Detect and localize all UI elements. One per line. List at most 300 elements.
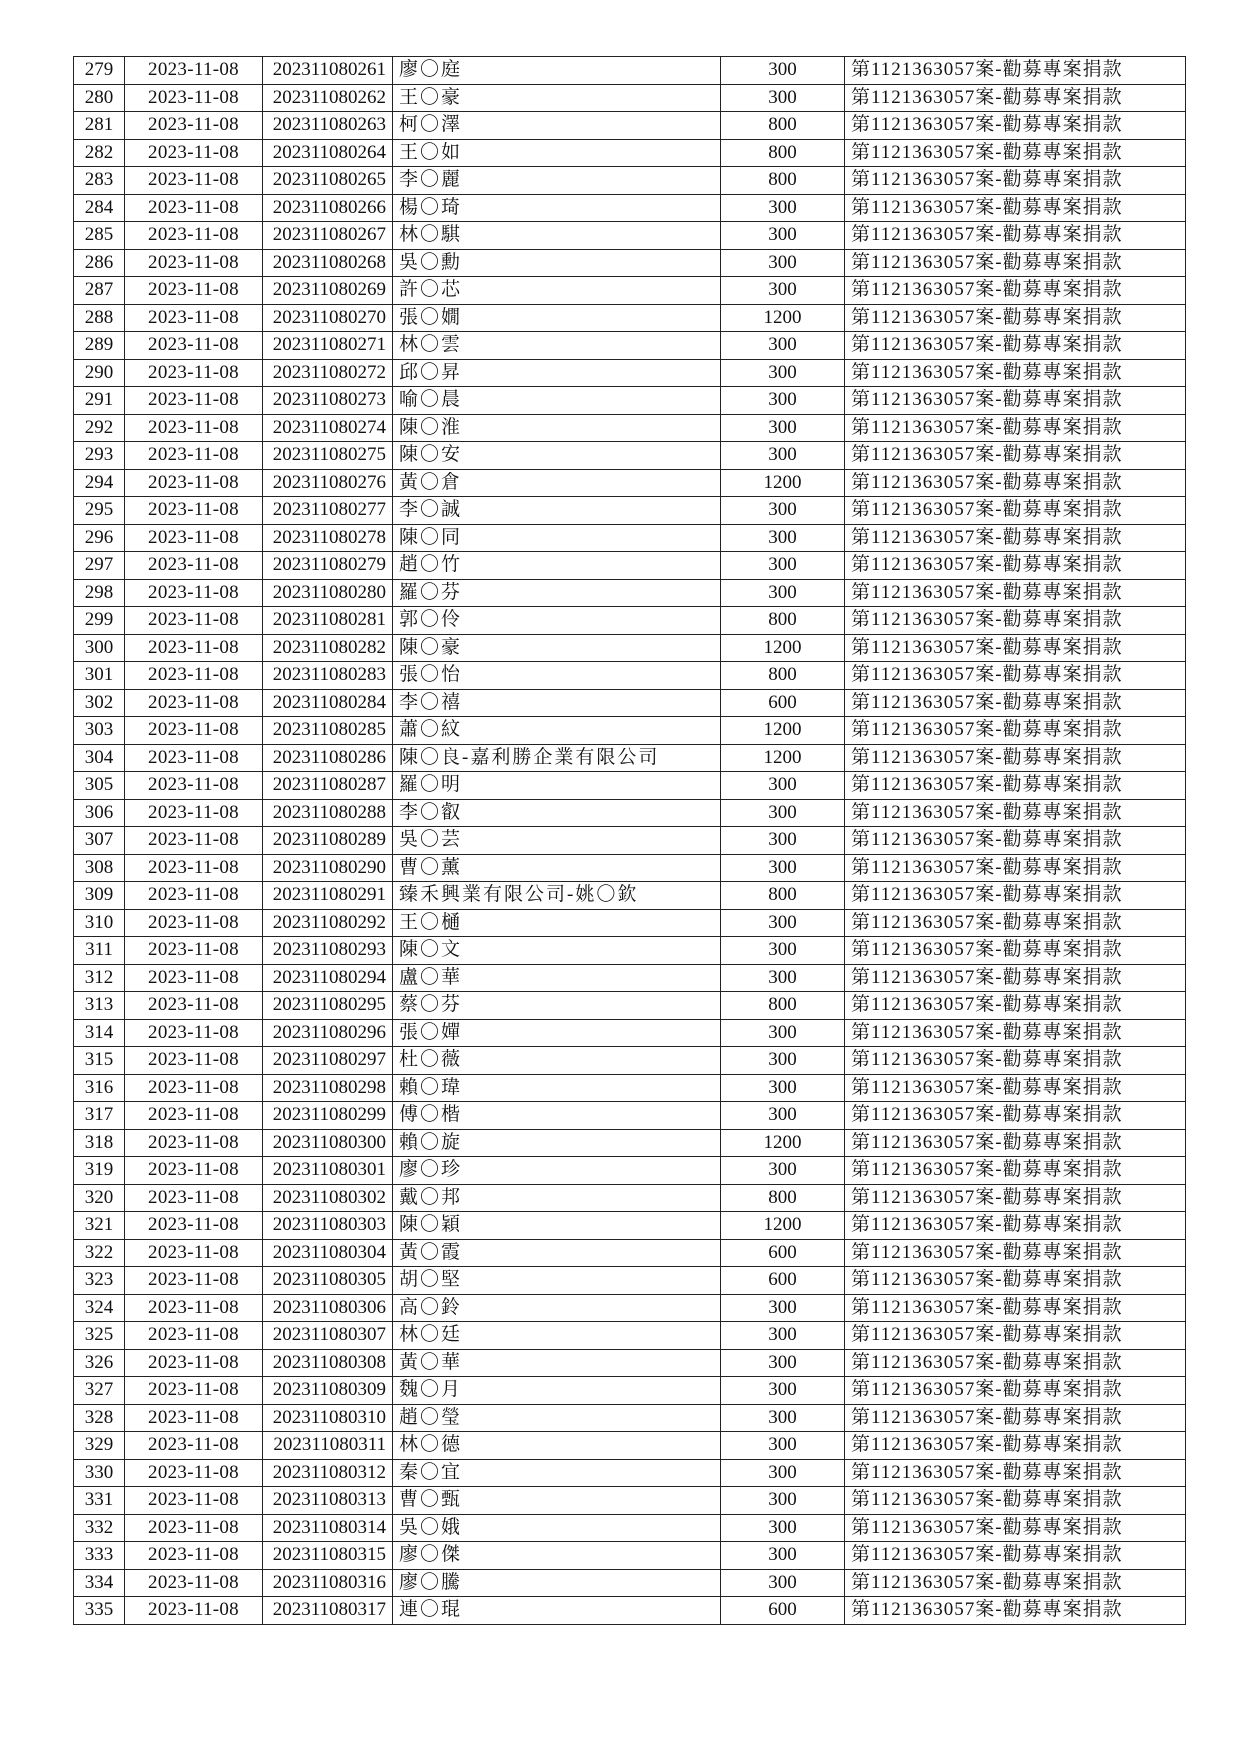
donation-note: 第1121363057案-勸募專案捐款 — [845, 359, 1186, 387]
receipt-number: 202311080310 — [263, 1404, 393, 1432]
donation-note: 第1121363057案-勸募專案捐款 — [845, 1184, 1186, 1212]
donation-note: 第1121363057案-勸募專案捐款 — [845, 524, 1186, 552]
receipt-number: 202311080313 — [263, 1487, 393, 1515]
donation-date: 2023-11-08 — [125, 937, 263, 965]
donation-note: 第1121363057案-勸募專案捐款 — [845, 882, 1186, 910]
row-number: 303 — [74, 717, 125, 745]
donation-note: 第1121363057案-勸募專案捐款 — [845, 139, 1186, 167]
donation-amount: 300 — [721, 964, 845, 992]
donor-name: 李〇麗 — [393, 167, 721, 195]
donor-name: 陳〇同 — [393, 524, 721, 552]
donation-note: 第1121363057案-勸募專案捐款 — [845, 1349, 1186, 1377]
donation-note: 第1121363057案-勸募專案捐款 — [845, 827, 1186, 855]
donation-date: 2023-11-08 — [125, 717, 263, 745]
donation-note: 第1121363057案-勸募專案捐款 — [845, 332, 1186, 360]
donation-note: 第1121363057案-勸募專案捐款 — [845, 1212, 1186, 1240]
row-number: 307 — [74, 827, 125, 855]
donation-note: 第1121363057案-勸募專案捐款 — [845, 1459, 1186, 1487]
receipt-number: 202311080285 — [263, 717, 393, 745]
table-row — [74, 662, 1186, 690]
donor-name: 黃〇霞 — [393, 1239, 721, 1267]
receipt-number: 202311080316 — [263, 1569, 393, 1597]
donation-date: 2023-11-08 — [125, 359, 263, 387]
row-number: 323 — [74, 1267, 125, 1295]
row-number: 312 — [74, 964, 125, 992]
donation-amount: 300 — [721, 332, 845, 360]
donation-amount: 1200 — [721, 717, 845, 745]
row-number: 286 — [74, 249, 125, 277]
donor-name: 連〇琨 — [393, 1597, 721, 1625]
donation-amount: 300 — [721, 57, 845, 85]
donation-date: 2023-11-08 — [125, 497, 263, 525]
donation-note: 第1121363057案-勸募專案捐款 — [845, 249, 1186, 277]
table-row — [74, 497, 1186, 525]
table-row — [74, 634, 1186, 662]
table-row — [74, 854, 1186, 882]
table-row — [74, 112, 1186, 140]
donation-note: 第1121363057案-勸募專案捐款 — [845, 1569, 1186, 1597]
table-row — [74, 964, 1186, 992]
donation-date: 2023-11-08 — [125, 1239, 263, 1267]
receipt-number: 202311080291 — [263, 882, 393, 910]
row-number: 326 — [74, 1349, 125, 1377]
donation-note: 第1121363057案-勸募專案捐款 — [845, 579, 1186, 607]
donation-note: 第1121363057案-勸募專案捐款 — [845, 414, 1186, 442]
receipt-number: 202311080317 — [263, 1597, 393, 1625]
donor-name: 李〇叡 — [393, 799, 721, 827]
donor-name: 魏〇月 — [393, 1377, 721, 1405]
receipt-number: 202311080297 — [263, 1047, 393, 1075]
donation-date: 2023-11-08 — [125, 799, 263, 827]
donation-amount: 800 — [721, 112, 845, 140]
donation-amount: 300 — [721, 84, 845, 112]
donation-amount: 300 — [721, 1404, 845, 1432]
table-row — [74, 1404, 1186, 1432]
table-row — [74, 1019, 1186, 1047]
receipt-number: 202311080303 — [263, 1212, 393, 1240]
donation-amount: 300 — [721, 359, 845, 387]
row-number: 328 — [74, 1404, 125, 1432]
donation-date: 2023-11-08 — [125, 607, 263, 635]
donation-date: 2023-11-08 — [125, 112, 263, 140]
donation-note: 第1121363057案-勸募專案捐款 — [845, 1597, 1186, 1625]
donor-name: 柯〇澤 — [393, 112, 721, 140]
donation-note: 第1121363057案-勸募專案捐款 — [845, 167, 1186, 195]
table-row — [74, 799, 1186, 827]
donation-amount: 300 — [721, 387, 845, 415]
row-number: 294 — [74, 469, 125, 497]
donation-amount: 300 — [721, 1322, 845, 1350]
receipt-number: 202311080296 — [263, 1019, 393, 1047]
donation-amount: 600 — [721, 689, 845, 717]
donation-note: 第1121363057案-勸募專案捐款 — [845, 304, 1186, 332]
receipt-number: 202311080307 — [263, 1322, 393, 1350]
donor-name: 陳〇安 — [393, 442, 721, 470]
donation-amount: 600 — [721, 1239, 845, 1267]
donation-note: 第1121363057案-勸募專案捐款 — [845, 222, 1186, 250]
table-row — [74, 607, 1186, 635]
donor-name: 王〇樋 — [393, 909, 721, 937]
table-row — [74, 442, 1186, 470]
donation-amount: 300 — [721, 1157, 845, 1185]
donation-date: 2023-11-08 — [125, 1129, 263, 1157]
donation-date: 2023-11-08 — [125, 222, 263, 250]
row-number: 282 — [74, 139, 125, 167]
table-row — [74, 1569, 1186, 1597]
donation-amount: 800 — [721, 992, 845, 1020]
row-number: 306 — [74, 799, 125, 827]
row-number: 317 — [74, 1102, 125, 1130]
donor-name: 羅〇明 — [393, 772, 721, 800]
receipt-number: 202311080311 — [263, 1432, 393, 1460]
donation-amount: 300 — [721, 194, 845, 222]
donation-note: 第1121363057案-勸募專案捐款 — [845, 1322, 1186, 1350]
donation-date: 2023-11-08 — [125, 1542, 263, 1570]
donation-note: 第1121363057案-勸募專案捐款 — [845, 112, 1186, 140]
donor-name: 吳〇娥 — [393, 1514, 721, 1542]
row-number: 288 — [74, 304, 125, 332]
donation-amount: 300 — [721, 1487, 845, 1515]
donation-date: 2023-11-08 — [125, 387, 263, 415]
donation-amount: 300 — [721, 1294, 845, 1322]
receipt-number: 202311080292 — [263, 909, 393, 937]
donation-note: 第1121363057案-勸募專案捐款 — [845, 1432, 1186, 1460]
row-number: 310 — [74, 909, 125, 937]
receipt-number: 202311080290 — [263, 854, 393, 882]
donation-date: 2023-11-08 — [125, 1267, 263, 1295]
receipt-number: 202311080265 — [263, 167, 393, 195]
donor-name: 許〇芯 — [393, 277, 721, 305]
table-row — [74, 1459, 1186, 1487]
row-number: 292 — [74, 414, 125, 442]
donation-date: 2023-11-08 — [125, 1047, 263, 1075]
table-row — [74, 387, 1186, 415]
donation-note: 第1121363057案-勸募專案捐款 — [845, 442, 1186, 470]
donation-amount: 300 — [721, 1377, 845, 1405]
table-row — [74, 882, 1186, 910]
table-row — [74, 1212, 1186, 1240]
donor-name: 林〇騏 — [393, 222, 721, 250]
donor-name: 賴〇旋 — [393, 1129, 721, 1157]
donation-date: 2023-11-08 — [125, 1102, 263, 1130]
table-row — [74, 1377, 1186, 1405]
donor-name: 吳〇芸 — [393, 827, 721, 855]
donor-name: 陳〇穎 — [393, 1212, 721, 1240]
table-row — [74, 249, 1186, 277]
donation-note: 第1121363057案-勸募專案捐款 — [845, 799, 1186, 827]
row-number: 329 — [74, 1432, 125, 1460]
receipt-number: 202311080267 — [263, 222, 393, 250]
donation-note: 第1121363057案-勸募專案捐款 — [845, 1514, 1186, 1542]
donation-date: 2023-11-08 — [125, 689, 263, 717]
receipt-number: 202311080281 — [263, 607, 393, 635]
receipt-number: 202311080299 — [263, 1102, 393, 1130]
receipt-number: 202311080284 — [263, 689, 393, 717]
row-number: 332 — [74, 1514, 125, 1542]
table-row — [74, 1349, 1186, 1377]
donor-name: 盧〇華 — [393, 964, 721, 992]
receipt-number: 202311080269 — [263, 277, 393, 305]
donor-name: 戴〇邦 — [393, 1184, 721, 1212]
row-number: 321 — [74, 1212, 125, 1240]
donation-amount: 300 — [721, 249, 845, 277]
donation-date: 2023-11-08 — [125, 304, 263, 332]
donation-note: 第1121363057案-勸募專案捐款 — [845, 1074, 1186, 1102]
donation-date: 2023-11-08 — [125, 167, 263, 195]
row-number: 299 — [74, 607, 125, 635]
receipt-number: 202311080302 — [263, 1184, 393, 1212]
receipt-number: 202311080312 — [263, 1459, 393, 1487]
donor-name: 郭〇伶 — [393, 607, 721, 635]
donor-name: 蕭〇紋 — [393, 717, 721, 745]
table-row — [74, 1047, 1186, 1075]
donation-amount: 800 — [721, 139, 845, 167]
donation-amount: 1200 — [721, 1129, 845, 1157]
donation-amount: 300 — [721, 1074, 845, 1102]
donor-name: 蔡〇芬 — [393, 992, 721, 1020]
table-row — [74, 1239, 1186, 1267]
receipt-number: 202311080295 — [263, 992, 393, 1020]
donation-amount: 300 — [721, 854, 845, 882]
donation-date: 2023-11-08 — [125, 1569, 263, 1597]
row-number: 287 — [74, 277, 125, 305]
donation-date: 2023-11-08 — [125, 662, 263, 690]
donation-note: 第1121363057案-勸募專案捐款 — [845, 277, 1186, 305]
donor-name: 吳〇勳 — [393, 249, 721, 277]
row-number: 308 — [74, 854, 125, 882]
donation-note: 第1121363057案-勸募專案捐款 — [845, 909, 1186, 937]
donation-amount: 300 — [721, 414, 845, 442]
donation-date: 2023-11-08 — [125, 1459, 263, 1487]
donor-name: 秦〇宜 — [393, 1459, 721, 1487]
row-number: 301 — [74, 662, 125, 690]
donation-note: 第1121363057案-勸募專案捐款 — [845, 497, 1186, 525]
donation-date: 2023-11-08 — [125, 139, 263, 167]
table-row — [74, 332, 1186, 360]
donor-name: 邱〇昇 — [393, 359, 721, 387]
donation-date: 2023-11-08 — [125, 1184, 263, 1212]
table-row — [74, 139, 1186, 167]
donor-name: 曹〇薰 — [393, 854, 721, 882]
row-number: 305 — [74, 772, 125, 800]
table-row — [74, 524, 1186, 552]
donation-note: 第1121363057案-勸募專案捐款 — [845, 194, 1186, 222]
donation-amount: 1200 — [721, 304, 845, 332]
receipt-number: 202311080283 — [263, 662, 393, 690]
donation-date: 2023-11-08 — [125, 909, 263, 937]
table-row — [74, 1184, 1186, 1212]
row-number: 302 — [74, 689, 125, 717]
receipt-number: 202311080315 — [263, 1542, 393, 1570]
table-row — [74, 1542, 1186, 1570]
receipt-number: 202311080270 — [263, 304, 393, 332]
donor-name: 廖〇騰 — [393, 1569, 721, 1597]
donation-date: 2023-11-08 — [125, 1157, 263, 1185]
donation-note: 第1121363057案-勸募專案捐款 — [845, 1239, 1186, 1267]
receipt-number: 202311080279 — [263, 552, 393, 580]
table-row — [74, 1294, 1186, 1322]
donation-date: 2023-11-08 — [125, 634, 263, 662]
donation-amount: 1200 — [721, 744, 845, 772]
table-row — [74, 1102, 1186, 1130]
donation-note: 第1121363057案-勸募專案捐款 — [845, 717, 1186, 745]
donation-date: 2023-11-08 — [125, 827, 263, 855]
donation-amount: 1200 — [721, 469, 845, 497]
row-number: 289 — [74, 332, 125, 360]
donor-name: 王〇如 — [393, 139, 721, 167]
donation-date: 2023-11-08 — [125, 1432, 263, 1460]
receipt-number: 202311080288 — [263, 799, 393, 827]
receipt-number: 202311080271 — [263, 332, 393, 360]
row-number: 315 — [74, 1047, 125, 1075]
donation-amount: 300 — [721, 552, 845, 580]
donation-date: 2023-11-08 — [125, 1074, 263, 1102]
row-number: 311 — [74, 937, 125, 965]
donation-amount: 300 — [721, 1514, 845, 1542]
table-row — [74, 1514, 1186, 1542]
receipt-number: 202311080298 — [263, 1074, 393, 1102]
row-number: 291 — [74, 387, 125, 415]
row-number: 281 — [74, 112, 125, 140]
row-number: 290 — [74, 359, 125, 387]
receipt-number: 202311080294 — [263, 964, 393, 992]
donation-date: 2023-11-08 — [125, 414, 263, 442]
receipt-number: 202311080275 — [263, 442, 393, 470]
donation-date: 2023-11-08 — [125, 854, 263, 882]
donation-date: 2023-11-08 — [125, 992, 263, 1020]
table-row — [74, 194, 1186, 222]
donation-note: 第1121363057案-勸募專案捐款 — [845, 57, 1186, 85]
row-number: 316 — [74, 1074, 125, 1102]
table-row — [74, 469, 1186, 497]
table-row — [74, 992, 1186, 1020]
donation-amount: 300 — [721, 1432, 845, 1460]
donor-name: 廖〇傑 — [393, 1542, 721, 1570]
table-row — [74, 1432, 1186, 1460]
donor-name: 傅〇楷 — [393, 1102, 721, 1130]
donor-name: 杜〇薇 — [393, 1047, 721, 1075]
donation-amount: 300 — [721, 1102, 845, 1130]
donor-name: 賴〇瑋 — [393, 1074, 721, 1102]
table-row — [74, 772, 1186, 800]
table-row — [74, 1267, 1186, 1295]
donor-name: 廖〇庭 — [393, 57, 721, 85]
table-row — [74, 1487, 1186, 1515]
table-row — [74, 937, 1186, 965]
donation-date: 2023-11-08 — [125, 1487, 263, 1515]
donation-amount: 300 — [721, 1569, 845, 1597]
row-number: 327 — [74, 1377, 125, 1405]
receipt-number: 202311080301 — [263, 1157, 393, 1185]
row-number: 318 — [74, 1129, 125, 1157]
table-row — [74, 304, 1186, 332]
donor-name: 陳〇文 — [393, 937, 721, 965]
donor-name: 王〇豪 — [393, 84, 721, 112]
row-number: 335 — [74, 1597, 125, 1625]
donation-date: 2023-11-08 — [125, 84, 263, 112]
table-row — [74, 1157, 1186, 1185]
table-row — [74, 167, 1186, 195]
donor-name: 張〇嬋 — [393, 1019, 721, 1047]
donation-note: 第1121363057案-勸募專案捐款 — [845, 772, 1186, 800]
donation-amount: 300 — [721, 1047, 845, 1075]
donation-amount: 300 — [721, 277, 845, 305]
donation-date: 2023-11-08 — [125, 744, 263, 772]
row-number: 334 — [74, 1569, 125, 1597]
donor-name: 張〇怡 — [393, 662, 721, 690]
donation-note: 第1121363057案-勸募專案捐款 — [845, 1487, 1186, 1515]
table-row — [74, 414, 1186, 442]
row-number: 280 — [74, 84, 125, 112]
donation-amount: 300 — [721, 1349, 845, 1377]
donation-date: 2023-11-08 — [125, 1404, 263, 1432]
donor-name: 林〇雲 — [393, 332, 721, 360]
row-number: 285 — [74, 222, 125, 250]
donation-amount: 800 — [721, 1184, 845, 1212]
donor-name: 喻〇晨 — [393, 387, 721, 415]
row-number: 330 — [74, 1459, 125, 1487]
donation-date: 2023-11-08 — [125, 1322, 263, 1350]
receipt-number: 202311080309 — [263, 1377, 393, 1405]
donation-note: 第1121363057案-勸募專案捐款 — [845, 1404, 1186, 1432]
donation-note: 第1121363057案-勸募專案捐款 — [845, 552, 1186, 580]
donation-note: 第1121363057案-勸募專案捐款 — [845, 662, 1186, 690]
table-row — [74, 744, 1186, 772]
donation-amount: 300 — [721, 1542, 845, 1570]
donation-note: 第1121363057案-勸募專案捐款 — [845, 634, 1186, 662]
donation-amount: 800 — [721, 607, 845, 635]
donation-note: 第1121363057案-勸募專案捐款 — [845, 992, 1186, 1020]
donation-date: 2023-11-08 — [125, 194, 263, 222]
donation-date: 2023-11-08 — [125, 1514, 263, 1542]
donation-date: 2023-11-08 — [125, 524, 263, 552]
donation-note: 第1121363057案-勸募專案捐款 — [845, 1267, 1186, 1295]
table-row — [74, 57, 1186, 85]
donation-date: 2023-11-08 — [125, 1349, 263, 1377]
receipt-number: 202311080305 — [263, 1267, 393, 1295]
donation-amount: 1200 — [721, 634, 845, 662]
table-row — [74, 84, 1186, 112]
row-number: 313 — [74, 992, 125, 1020]
table-row — [74, 1322, 1186, 1350]
row-number: 284 — [74, 194, 125, 222]
receipt-number: 202311080274 — [263, 414, 393, 442]
donation-amount: 300 — [721, 1019, 845, 1047]
donation-note: 第1121363057案-勸募專案捐款 — [845, 1542, 1186, 1570]
receipt-number: 202311080304 — [263, 1239, 393, 1267]
row-number: 309 — [74, 882, 125, 910]
table-row — [74, 277, 1186, 305]
receipt-number: 202311080266 — [263, 194, 393, 222]
donation-note: 第1121363057案-勸募專案捐款 — [845, 607, 1186, 635]
table-row — [74, 1597, 1186, 1625]
donation-table-body — [74, 57, 1186, 1625]
donation-note: 第1121363057案-勸募專案捐款 — [845, 469, 1186, 497]
donation-date: 2023-11-08 — [125, 579, 263, 607]
donation-note: 第1121363057案-勸募專案捐款 — [845, 1294, 1186, 1322]
table-row — [74, 909, 1186, 937]
donor-name: 黃〇華 — [393, 1349, 721, 1377]
donor-name: 林〇德 — [393, 1432, 721, 1460]
row-number: 296 — [74, 524, 125, 552]
row-number: 314 — [74, 1019, 125, 1047]
table-row — [74, 717, 1186, 745]
row-number: 319 — [74, 1157, 125, 1185]
receipt-number: 202311080278 — [263, 524, 393, 552]
donation-date: 2023-11-08 — [125, 552, 263, 580]
donation-date: 2023-11-08 — [125, 1212, 263, 1240]
donation-amount: 800 — [721, 882, 845, 910]
